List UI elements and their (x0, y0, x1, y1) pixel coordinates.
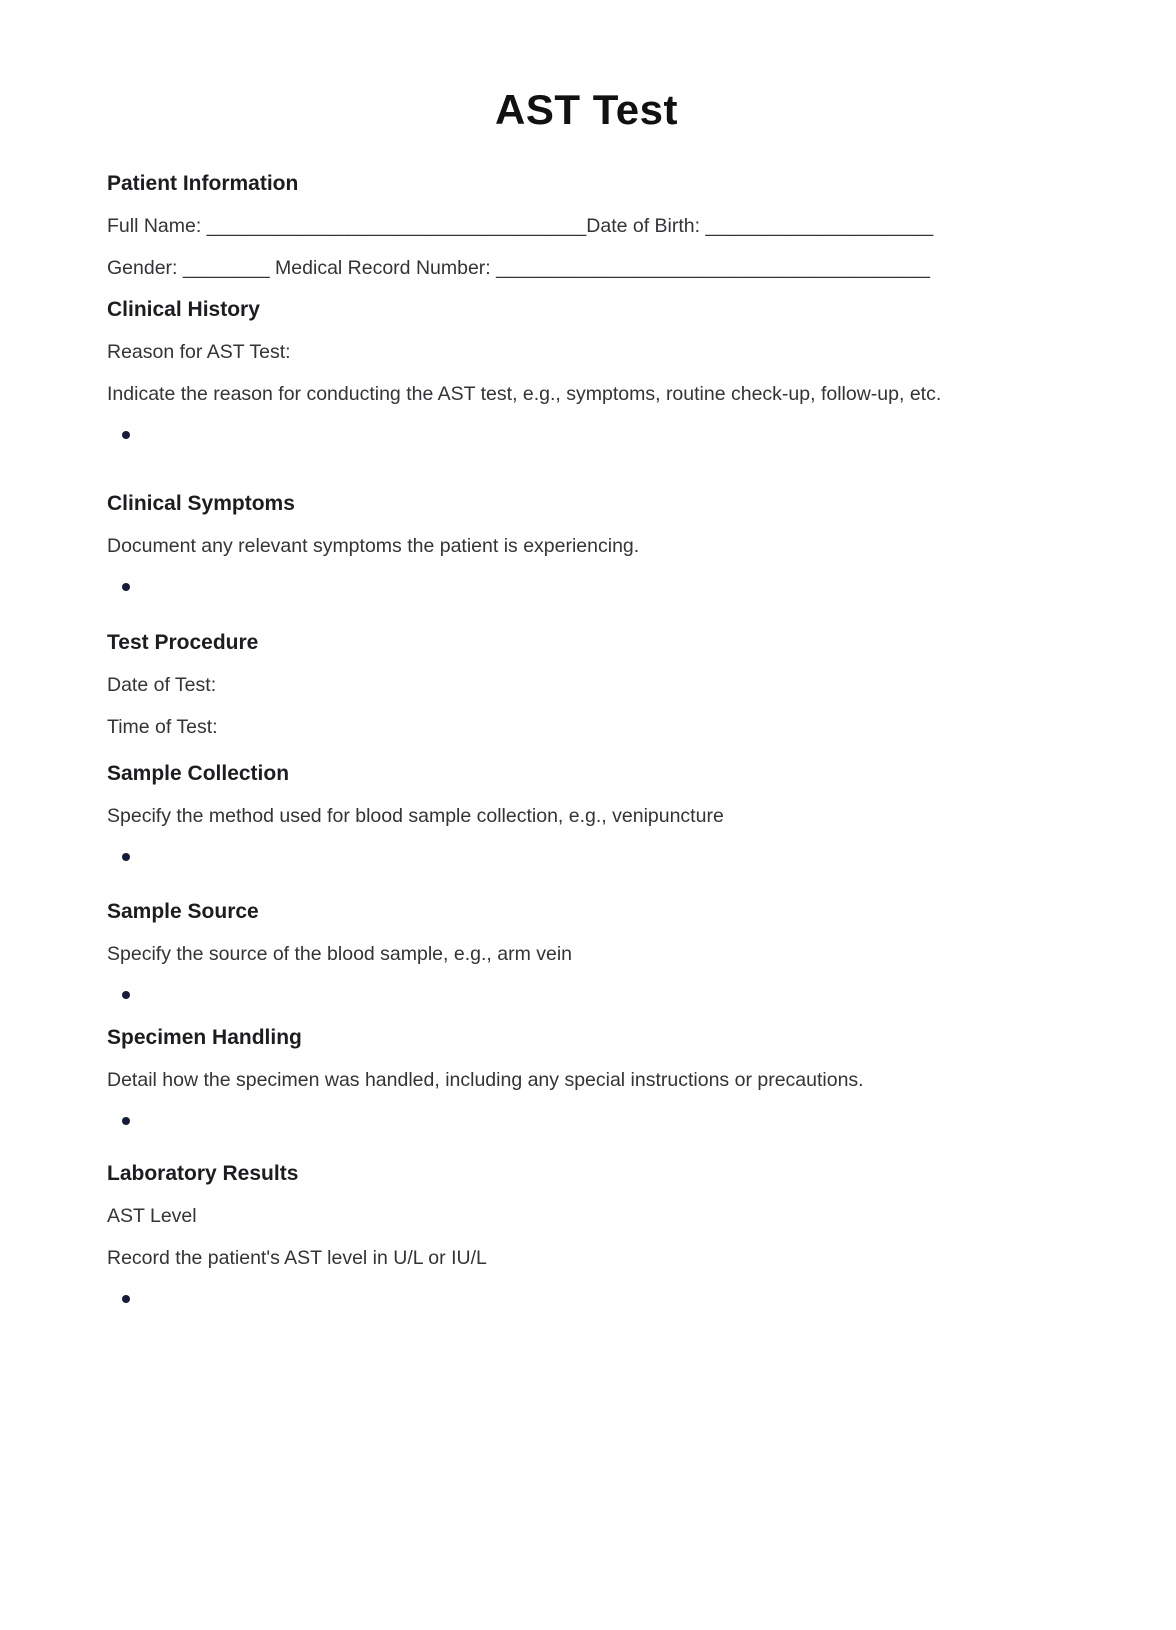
empty-bullet-item (122, 1288, 1066, 1312)
bullet-marker-icon (122, 853, 130, 861)
sample-source-bullet-list (107, 984, 1066, 1008)
clinical-symptoms-bullet-list (107, 576, 1066, 600)
clinical-history-instruction: Indicate the reason for conducting the AST test, e.g., symptoms, routine check-up, follow-up, etc. (107, 383, 942, 405)
sample-collection-instruction: Specify the method used for blood sample collection, e.g., venipuncture (107, 805, 724, 827)
reason-for-test-label: Reason for AST Test: (107, 341, 291, 363)
bullet-marker-icon (122, 583, 130, 591)
bullet-marker-icon (122, 431, 130, 439)
full-name-dob-line: Full Name: ___________________________________Date of Birth: _____________________ (107, 215, 934, 237)
empty-bullet-item (122, 1110, 1066, 1134)
date-of-test-label: Date of Test: (107, 674, 217, 696)
bullet-marker-icon (122, 991, 130, 999)
time-of-test-label: Time of Test: (107, 716, 218, 738)
clinical-symptoms-instruction: Document any relevant symptoms the patient is experiencing. (107, 535, 640, 557)
specimen-handling-instruction: Detail how the specimen was handled, including any special instructions or precautions. (107, 1069, 864, 1091)
heading-sample-collection: Sample Collection (107, 762, 290, 785)
clinical-history-bullet-list (107, 424, 1066, 448)
laboratory-results-bullet-list (107, 1288, 1066, 1312)
bullet-marker-icon (122, 1117, 130, 1125)
empty-bullet-item (122, 576, 1066, 600)
sample-source-instruction: Specify the source of the blood sample, e.g., arm vein (107, 943, 573, 965)
heading-clinical-history: Clinical History (107, 298, 260, 321)
specimen-handling-bullet-list (107, 1110, 1066, 1134)
heading-patient-information: Patient Information (107, 172, 299, 195)
heading-sample-source: Sample Source (107, 900, 259, 923)
heading-specimen-handling: Specimen Handling (107, 1026, 302, 1049)
page-title: AST Test (495, 86, 678, 133)
laboratory-results-instruction: Record the patient's AST level in U/L or IU/L (107, 1247, 487, 1269)
sample-collection-bullet-list (107, 846, 1066, 870)
heading-laboratory-results: Laboratory Results (107, 1162, 299, 1185)
empty-bullet-item (122, 984, 1066, 1008)
ast-level-label: AST Level (107, 1205, 197, 1227)
empty-bullet-item (122, 424, 1066, 448)
empty-bullet-item (122, 846, 1066, 870)
heading-clinical-symptoms: Clinical Symptoms (107, 492, 295, 515)
gender-mrn-line: Gender: ________ Medical Record Number: ________________________________________ (107, 257, 930, 279)
heading-test-procedure: Test Procedure (107, 631, 259, 654)
bullet-marker-icon (122, 1295, 130, 1303)
